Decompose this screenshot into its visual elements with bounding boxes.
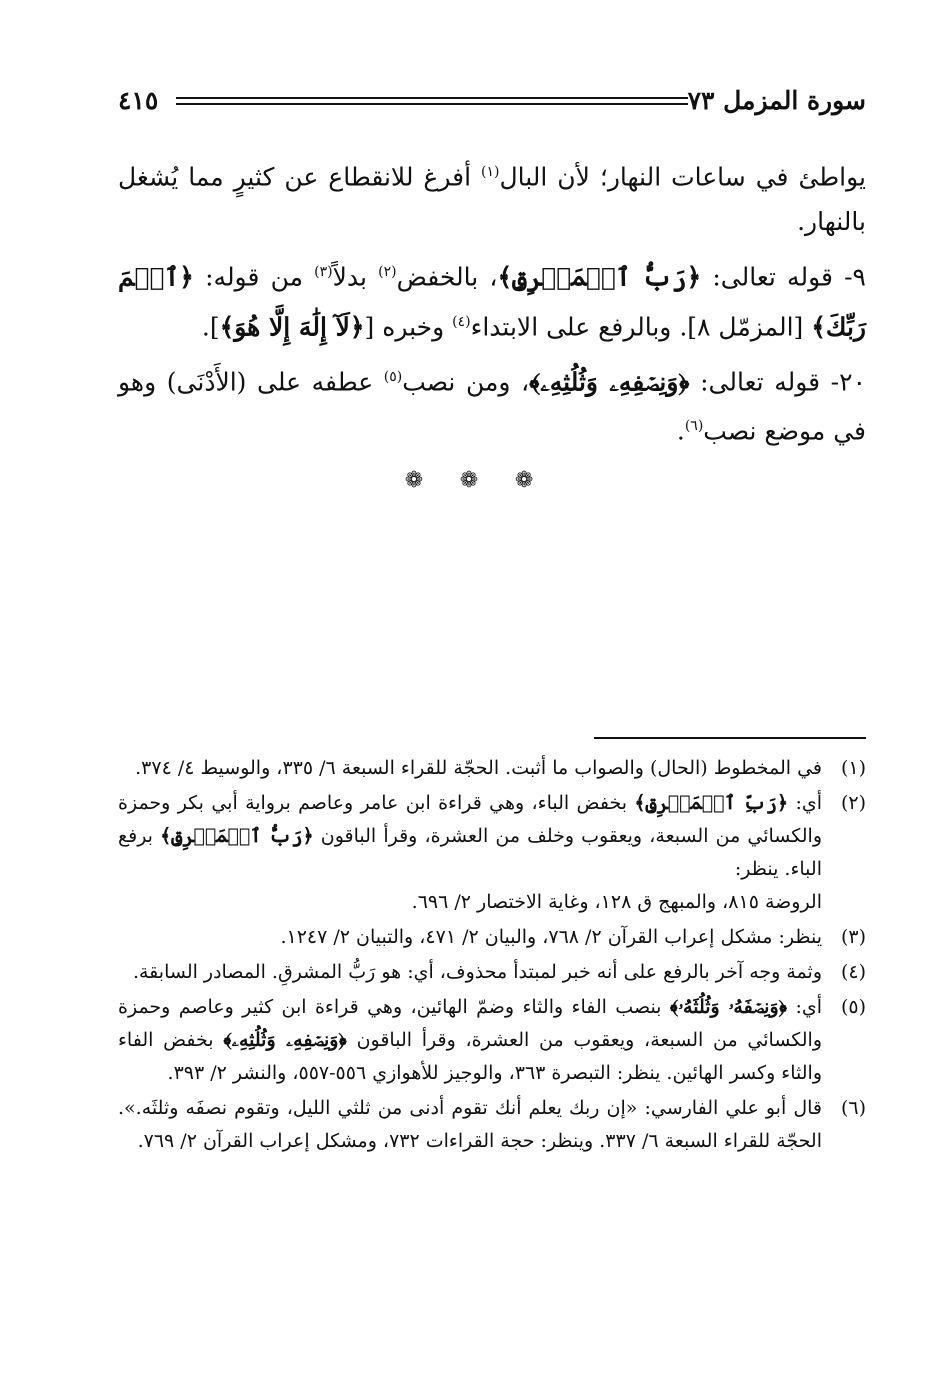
footnote-text: في المخطوط (الحال) والصواب ما أثبت. الحجّة للقراء السبعة ٦/ ٣٣٥، والوسيط ٤/ ٣٧٤. xyxy=(135,757,822,779)
footnote-text: ينظر: مشكل إعراب القرآن ٢/ ٧٦٨، والبيان ٢/ ٤٧١، والتبيان ٢/ ١٢٤٧. xyxy=(280,926,822,948)
paragraph-1 xyxy=(118,150,866,244)
header-rule-top xyxy=(176,97,688,99)
footnote-ref-6: (٦) xyxy=(684,418,704,435)
quran-quote: ﴿وَنِصۡفِهِۦ وَثُلُثِهِۦ﴾ xyxy=(529,367,690,397)
quran-quote: ﴿رَبُّ ٱلۡمَشۡرِقِ﴾ xyxy=(160,825,314,847)
page-header xyxy=(118,86,866,126)
p3-text-c: عطفه على (الأَدْنَى) وهو في موضع نصب xyxy=(118,367,866,446)
footnote-3 xyxy=(118,921,866,954)
footnote-separator xyxy=(594,737,866,739)
quran-quote: ﴿ٱسۡمَ رَبِّكَ﴾ xyxy=(118,262,866,341)
p2-text-e: [المزمّل ٨]. وبالرفع على الابتداء xyxy=(470,311,812,341)
footnote-text: بنصب الفاء والثاء وضمّ الهائين، وهي قراءة ابن كثير وعاصم وحمزة والكسائي من السبعة، ويعقوب من العشرة، وقرأ الباقون xyxy=(118,996,823,1051)
footnote-number: (٥) xyxy=(840,996,866,1018)
footnote-1 xyxy=(118,752,866,785)
p3-text-a: ٢٠- قوله تعالى: xyxy=(689,367,866,397)
p2-text-a: ٩- قوله تعالى: xyxy=(701,262,866,292)
footnote-ref-3: (٣) xyxy=(314,264,333,281)
footnote-number: (٢) xyxy=(840,792,866,814)
quran-quote: ﴿وَنِصۡفِهِۦ وَثُلُثِهِۦ﴾ xyxy=(223,1029,347,1051)
footnote-ref-5: (٥) xyxy=(383,368,403,385)
footnote-text: أي: xyxy=(787,996,823,1018)
paragraph-3 xyxy=(118,355,866,454)
footnote-2 xyxy=(118,787,866,919)
footnote-number: (٤) xyxy=(840,961,866,983)
footnote-text: وثمة وجه آخر بالرفع على أنه خبر لمبتدأ محذوف، أي: هو رَبُّ المشرقِ. المصادر السابقة. xyxy=(132,961,822,983)
footnote-text: برفع الباء. ينظر: xyxy=(118,825,822,880)
ornament-icon: ❁ xyxy=(514,468,534,493)
ornament-icon: ❁ xyxy=(404,468,424,493)
p1-text-a: يواطئ في ساعات النهار؛ لأن البال xyxy=(499,162,866,192)
footnote-number: (١) xyxy=(840,757,866,779)
p3-text-d: . xyxy=(676,416,685,446)
quran-quote: ﴿رَبُّ ٱلۡمَشۡرِقِ﴾ xyxy=(497,262,702,292)
footnote-number: (٦) xyxy=(840,1097,866,1119)
footnote-text: بخفض الباء، وهي قراءة ابن عامر وعاصم برواية أبي بكر وحمزة والكسائي من السبعة، ويعقوب وخلف من العشرة، وقرأ الباقون xyxy=(118,792,822,847)
quran-quote: ﴿رَبِّ ٱلۡمَشۡرِقِ﴾ xyxy=(634,792,789,814)
quran-quote: ﴿وَنِصۡفَهُۥ وَثُلُثَهُۥ﴾ xyxy=(669,996,788,1018)
p2-text-b: ، بالخفض xyxy=(396,262,498,292)
footnotes xyxy=(118,752,866,1160)
footnote-ref-1: (١) xyxy=(480,164,500,180)
footnote-4 xyxy=(118,956,866,989)
p2-text-f: وخبره [ xyxy=(364,311,453,341)
footnote-ref-4: (٤) xyxy=(452,313,471,330)
footnote-text: قال أبو علي الفارسي: «إن ربك يعلم أنك تقوم أدنى من ثلثي الليل، وتقوم نصفَه وثلثَه.». الحجّة للقراء السبعة ٦/ ٣٣٧. وينظر: حجة القراءات ٧٣٢، ومشكل إعراب القرآن ٢/ ٧٦٩. xyxy=(118,1097,822,1152)
header-rule-bottom xyxy=(176,103,688,105)
p3-text-b: ، ومن نصب xyxy=(402,367,530,397)
quran-quote: ﴿لَآ إِلَٰهَ إِلَّا هُوَ﴾ xyxy=(219,311,365,341)
p2-text-c: بدلاً xyxy=(332,262,379,292)
footnote-5 xyxy=(118,991,866,1090)
footnote-6 xyxy=(118,1092,866,1158)
p2-text-g: ]. xyxy=(201,311,220,341)
main-text xyxy=(118,150,866,460)
footnote-number: (٣) xyxy=(840,926,866,948)
ornament-icon: ❁ xyxy=(459,468,479,493)
p1-text-b: أفرغ للانقطاع عن كثيرٍ مما يُشغل بالنهار. xyxy=(118,162,866,237)
section-end-ornaments xyxy=(0,470,938,492)
p2-text-d: من قوله: xyxy=(193,262,315,292)
paragraph-2 xyxy=(118,250,866,349)
page-number: ٤١٥ xyxy=(118,86,159,115)
footnote-text: أي: xyxy=(788,792,822,814)
surah-title: سورة المزمل ٧٣ xyxy=(687,86,866,115)
footnote-text: بخفض الفاء والثاء وكسر الهائين. ينظر: التبصرة ٣٦٣، والوجيز للأهوازي ٥٥٦-٥٥٧، والنشر ٢/ ٣٩٣. xyxy=(118,1029,822,1084)
footnote-text: الروضة ٨١٥، والمبهج ق ١٢٨، وغاية الاختصار ٢/ ٦٩٦. xyxy=(411,891,822,913)
footnote-ref-2: (٢) xyxy=(378,264,397,281)
